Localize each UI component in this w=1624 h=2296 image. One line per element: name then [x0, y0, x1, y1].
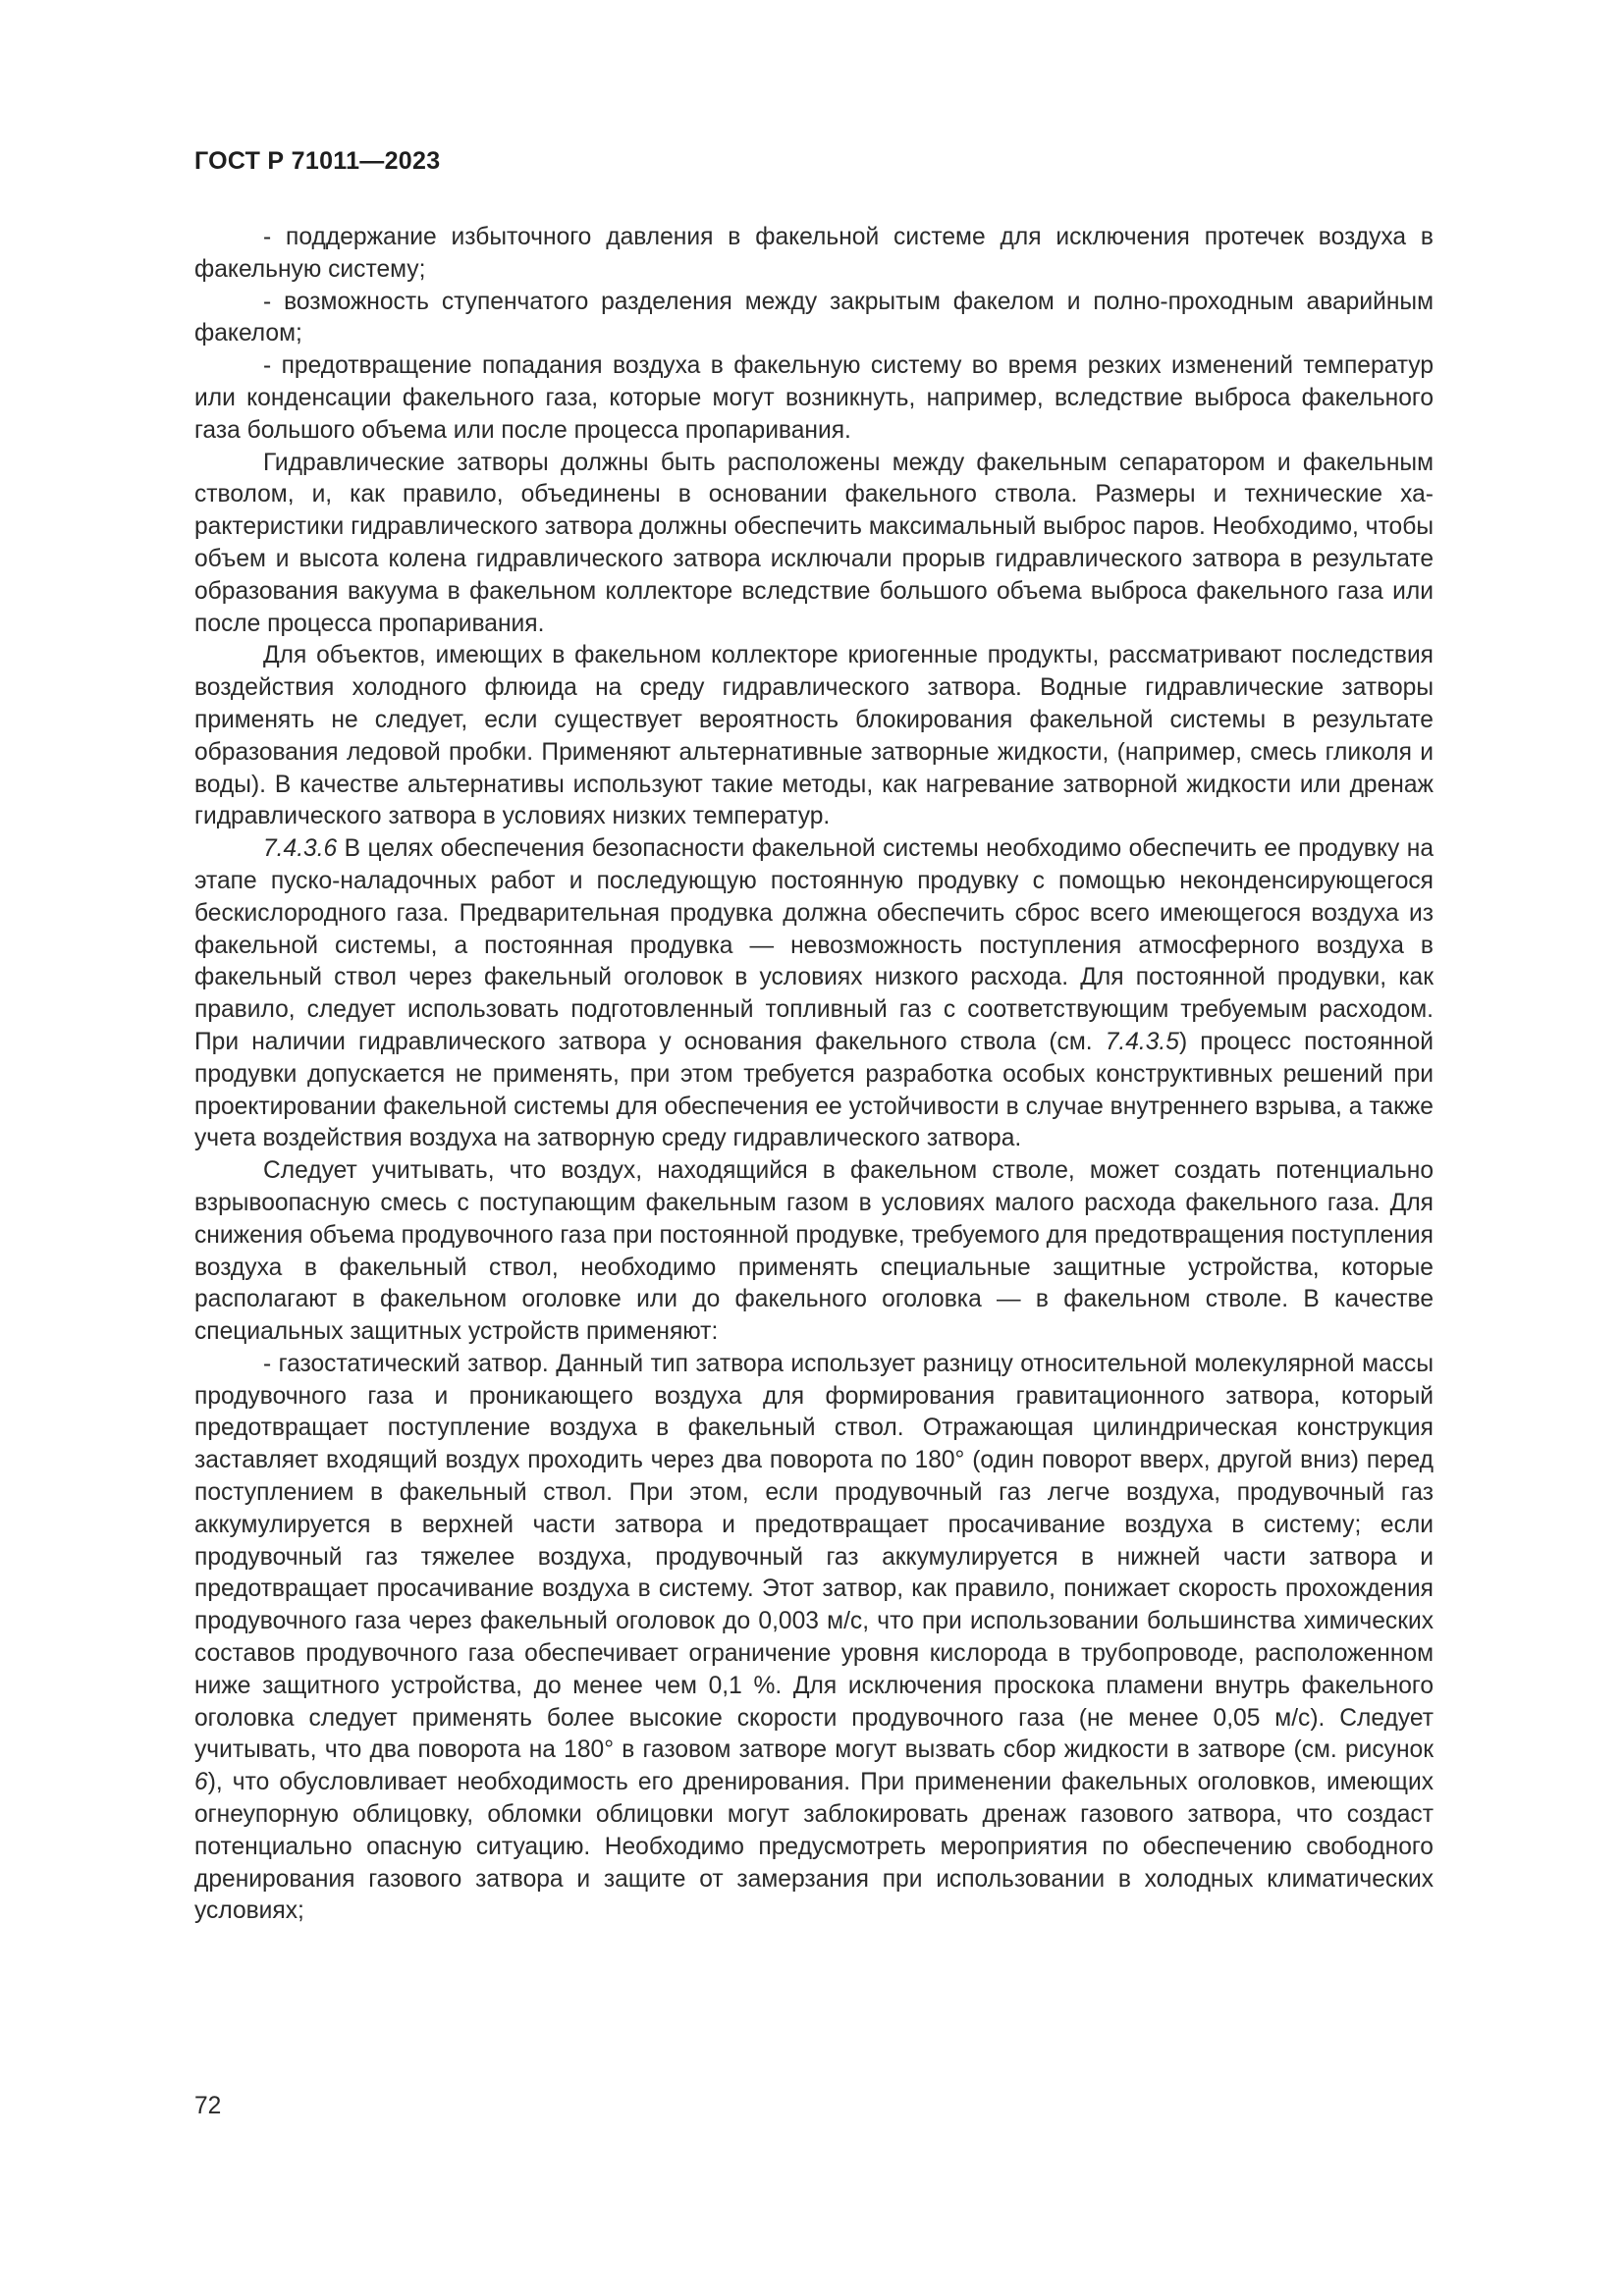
page-number: 72: [194, 2093, 222, 2119]
section-number: 7.4.3.6: [263, 835, 338, 863]
section-reference: 7.4.3.5: [1105, 1028, 1179, 1055]
paragraph: - возможность ступенчатого разделения между закрытым факелом и полно-проходным аварийным факелом;: [194, 288, 1434, 347]
document-id: ГОСТ Р 71011—2023: [194, 147, 441, 175]
paragraph: - газостатический затвор. Данный тип затвора использует разницу относительной молекулярной массы продувочного газа и проникающего воздуха для формирования гравитационного затвора, который предотвращает поступление воздуха в факельный ствол. Отражающая цилиндрическая конструкция заставляет входящий воздух проходить через два поворота по 180° (один поворот вверх, другой вниз) перед поступлением в факельный ствол. При этом, если продувочный газ легче воздуха, продувочный газ аккумулируется в верхней части затвора и предотвращает просачивание воздуха в систему; если продувочный газ тяжелее воздуха, продувочный газ аккумулируется в нижней части затвора и предотвращает просачивание воздуха в систему. Этот затвор, как правило, понижает скорость прохождения продувочного газа через факельный оголовок до 0,003 м/с, что при использовании большинства химических составов продувочного газа обеспечивает ограничение уровня кислорода в трубопроводе, расположенном ниже защитного устройства, до менее чем 0,1 %. Для исключения проскока пламени внутрь факельного оголовка следует применять более высокие скорости продувочного газа (не менее 0,05 м/с). Следует учитывать, что два поворота на 180° в газовом затворе могут вызвать сбор жидкости в затворе (см. рисунок 6), что обусловливает необходимость его дренирования. При применении факельных оголовков, имеющих огнеупорную облицовку, обломки облицовки могут заблокировать дренаж газового затвора, что создаст потенциально опасную ситуацию. Необходимо предусмотреть мероприятия по обеспечению свободного дренирования газового затвора и защите от замерзания при использовании в холодных климатических условиях;: [194, 1350, 1434, 1925]
page-header: [194, 147, 440, 176]
figure-reference: 6: [194, 1769, 208, 1796]
paragraph: Гидравлические затворы должны быть расположены между факельным сепаратором и факельным стволом, и, как правило, объединены в основании факельного ствола. Размеры и технические характеристики гидравлического затвора должны обеспечить максимальный выброс паров. Необходимо, чтобы объем и высота колена гидравлического затвора исключали прорыв гидравлического затвора в результате образования вакуума в факельном коллекторе вследствие большого объема выброса факельного газа или после процесса пропаривания.: [194, 449, 1434, 637]
paragraph: - предотвращение попадания воздуха в факельную систему во время резких изменений температур или конденсации факельного газа, которые могут возникнуть, например, вследствие выброса факельного газа большого объема или после процесса пропаривания.: [194, 352, 1434, 444]
body-text: [194, 222, 1434, 1928]
paragraph-section-7-4-3-6: 7.4.3.6 В целях обеспечения безопасности факельной системы необходимо обеспечить ее продувку на этапе пуско-наладочных работ и последующую постоянную продувку с помощью неконденсирующегося бескислородного газа. Предварительная продувка должна обеспечить сброс всего имеющегося воздуха из факельной системы, а постоянная продувка — невозможность поступления атмосферного воздуха в факельный ствол через факельный оголовок в условиях низкого расхода. Для постоянной продувки, как правило, следует использовать подготовленный топливный газ с соответствующим требуемым расходом. При наличии гидравлического затвора у основания факельного ствола (см. 7.4.3.5) процесс постоянной продувки допускается не применять, при этом требуется разработка особых конструктивных решений при проектировании факельной системы для обеспечения ее устойчивости в случае внутреннего взрыва, а также учета воздействия воздуха на затворную среду гидравлического затвора.: [194, 835, 1434, 1152]
paragraph: Для объектов, имеющих в факельном коллекторе криогенные продукты, рассматривают последствия воздействия холодного флюида на среду гидравлического затвора. Водные гидравлические затворы применять не следует, если существует вероятность блокирования факельной системы в результате образования ледовой пробки. Применяют альтернативные затворные жидкости, (например, смесь гликоля и воды). В качестве альтернативы используют такие методы, как нагревание затворной жидкости или дренаж гидравлического затвора в условиях низких температур.: [194, 642, 1434, 830]
paragraph: - поддержание избыточного давления в факельной системе для исключения протечек воздуха в факельную систему;: [194, 224, 1434, 283]
paragraph: Следует учитывать, что воздух, находящийся в факельном стволе, может создать потенциально взрывоопасную смесь с поступающим факельным газом в условиях малого расхода факельного газа. Для снижения объема продувочного газа при постоянной продувке, требуемого для предотвращения поступления воздуха в факельный ствол, необходимо применять специальные защитные устройства, которые располагают в факельном оголовке или до факельного оголовка — в факельном стволе. В качестве специальных защитных устройств применяют:: [194, 1157, 1434, 1346]
